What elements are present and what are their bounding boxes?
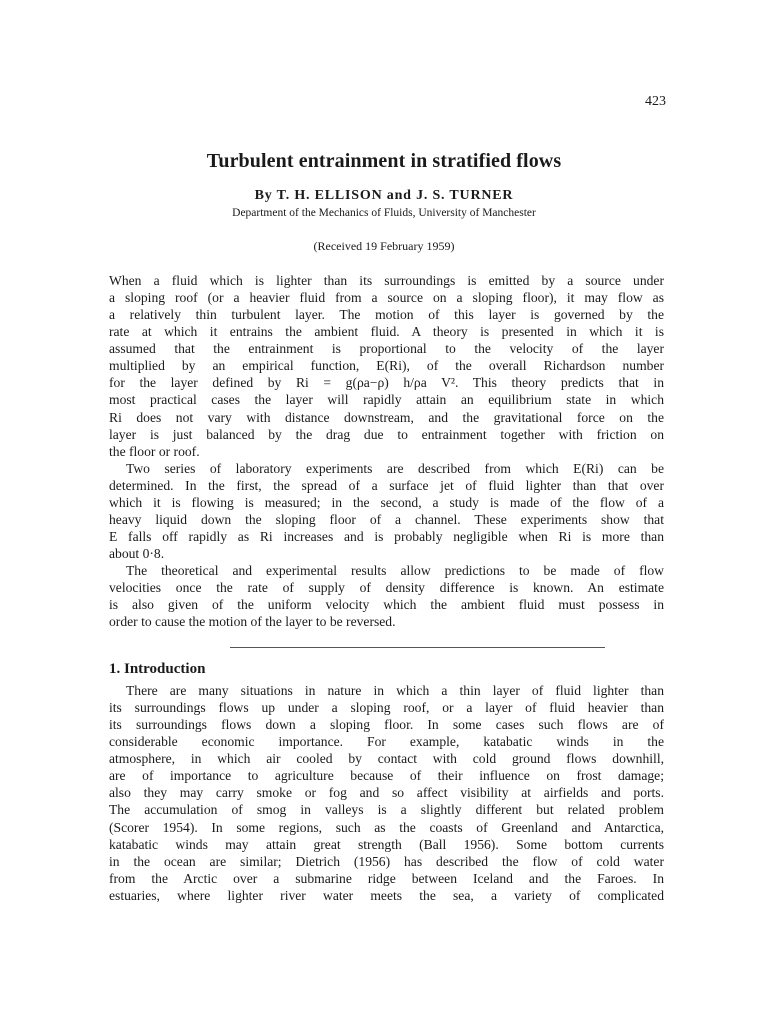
body-line: atmosphere, in which air cooled by contact with cold ground flows downhill,	[109, 751, 664, 767]
body-line: are of importance to agriculture because of their influence on frost damage;	[109, 768, 664, 784]
abstract-line: assumed that the entrainment is proportional to the velocity of the layer	[109, 341, 664, 357]
body-line: There are many situations in nature in which a thin layer of fluid lighter than	[126, 683, 664, 698]
body-line: from the Arctic over a submarine ridge between Iceland and the Faroes. In	[109, 870, 664, 886]
abstract-line: a relatively thin turbulent layer. The motion of this layer is governed by the	[109, 307, 664, 323]
abstract-line: determined. In the first, the spread of a surface jet of fluid lighter than that over	[109, 477, 664, 493]
abstract-line: about 0·8.	[109, 546, 165, 561]
abstract-line: rate at which it entrains the ambient fluid. A theory is presented in which it is	[109, 324, 664, 340]
paper-authors: By T. H. ELLISON and J. S. TURNER	[254, 188, 514, 203]
abstract-line: velocities once the rate of supply of density difference is known. An estimate	[109, 580, 664, 596]
body-line: estuaries, where lighter river water meets the sea, a variety of complicated	[109, 887, 664, 903]
abstract-line: order to cause the motion of the layer to be reversed.	[109, 614, 396, 630]
abstract-line: E falls off rapidly as Ri increases and is probably negligible when Ri is more than	[109, 528, 664, 544]
abstract-line: layer is just balanced by the drag due to entrainment together with friction on	[109, 426, 664, 442]
abstract-line: Two series of laboratory experiments are described from which E(Ri) can be	[126, 460, 664, 476]
body-line: The accumulation of smog in valleys is a slightly different but related problem	[109, 802, 664, 818]
author-affiliation: Department of the Mechanics of Fluids, University of Manchester	[232, 207, 536, 219]
body-line: its surroundings flows up under a sloping roof, or a layer of fluid heavier than	[109, 700, 664, 716]
body-line: its surroundings flows down a sloping floor. In some cases such flows are of	[109, 717, 664, 733]
body-line: katabatic winds may attain great strength (Ball 1956). Some bottom currents	[109, 836, 664, 852]
section-divider	[230, 647, 605, 648]
abstract-line: heavy liquid down the sloping floor of a channel. These experiments show that	[109, 511, 664, 527]
body-line: also they may carry smoke or fog and so affect visibility at airfields and ports.	[109, 785, 664, 801]
body-line: considerable economic importance. For example, katabatic winds in the	[109, 734, 664, 750]
body-line: in the ocean are similar; Dietrich (1956) has described the flow of cold water	[109, 853, 664, 869]
abstract-line: The theoretical and experimental results allow predictions to be made of flow	[126, 563, 664, 579]
abstract-line: Ri does not vary with distance downstream, and the gravitational force on the	[109, 409, 664, 425]
section-heading: 1. Introduction	[109, 661, 206, 677]
section-body	[109, 682, 664, 904]
page-number: 423	[645, 94, 666, 109]
body-line: (Scorer 1954). In some regions, such as the coasts of Greenland and Antarctica,	[109, 819, 664, 835]
received-date: (Received 19 February 1959)	[313, 239, 455, 253]
abstract	[109, 272, 664, 630]
abstract-line: most practical cases the layer will rapidly attain an equilibrium state in which	[109, 392, 664, 408]
abstract-line: a sloping roof (or a heavier fluid from a source on a sloping floor), it may flow as	[109, 290, 664, 306]
abstract-line: multiplied by an empirical function, E(Ri), of the overall Richardson number	[109, 358, 664, 374]
paper-title: Turbulent entrainment in stratified flows	[206, 150, 562, 172]
abstract-line: When a fluid which is lighter than its surroundings is emitted by a source under	[109, 273, 664, 288]
abstract-line: which it is flowing is measured; in the second, a study is made of the flow of a	[109, 494, 664, 510]
abstract-line: is also given of the uniform velocity which the ambient fluid must possess in	[109, 597, 664, 613]
abstract-line: the floor or roof.	[109, 443, 200, 459]
abstract-line: for the layer defined by Ri = g(ρa−ρ) h/ρa V². This theory predicts that in	[109, 375, 664, 391]
